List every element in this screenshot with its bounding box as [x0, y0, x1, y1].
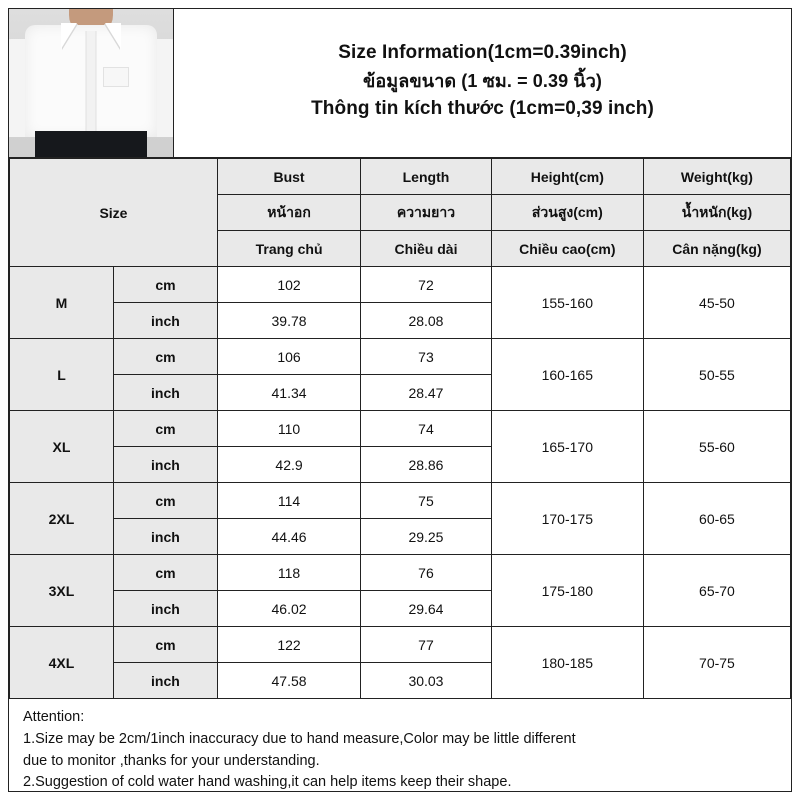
table-row [10, 339, 791, 375]
row-unit-cm: cm [113, 267, 217, 303]
row-size-label: XL [10, 411, 114, 483]
row-size-label: M [10, 267, 114, 339]
row-bust-inch: 42.9 [217, 447, 360, 483]
size-chart-sheet [8, 8, 792, 792]
row-length-inch: 29.64 [361, 591, 492, 627]
attention-line-3: 2.Suggestion of cold water hand washing,it can help items keep their shape. [23, 774, 512, 791]
table-row [10, 483, 791, 519]
attention-heading: Attention: [23, 709, 85, 725]
attention-line-1: 1.Size may be 2cm/1inch inaccuracy due to hand measure,Color may be little different [23, 730, 576, 747]
row-unit-inch: inch [113, 519, 217, 555]
table-row [10, 627, 791, 663]
size-table [9, 158, 791, 699]
row-bust-cm: 114 [217, 483, 360, 519]
row-unit-inch: inch [113, 375, 217, 411]
row-bust-cm: 102 [217, 267, 360, 303]
row-unit-cm: cm [113, 555, 217, 591]
row-length-cm: 75 [361, 483, 492, 519]
row-weight: 60-65 [643, 483, 790, 555]
shirt-collar-right [105, 23, 121, 49]
header-bust-th: หน้าอก [217, 195, 360, 231]
row-size-label: L [10, 339, 114, 411]
row-height: 155-160 [491, 267, 643, 339]
row-size-label: 4XL [10, 627, 114, 699]
row-size-label: 3XL [10, 555, 114, 627]
row-unit-inch: inch [113, 447, 217, 483]
row-length-inch: 28.47 [361, 375, 492, 411]
title-block [174, 9, 791, 157]
header-bust-vi: Trang chủ [217, 231, 360, 267]
row-length-inch: 28.86 [361, 447, 492, 483]
header-weight-vi: Cân nặng(kg) [643, 231, 790, 267]
header-height-th: ส่วนสูง(cm) [491, 195, 643, 231]
row-bust-inch: 44.46 [217, 519, 360, 555]
header-weight-en: Weight(kg) [643, 159, 790, 195]
header-height-vi: Chiều cao(cm) [491, 231, 643, 267]
chart-header [9, 9, 791, 158]
row-height: 165-170 [491, 411, 643, 483]
row-bust-inch: 46.02 [217, 591, 360, 627]
row-weight: 55-60 [643, 411, 790, 483]
row-unit-inch: inch [113, 303, 217, 339]
row-unit-cm: cm [113, 411, 217, 447]
row-length-inch: 29.25 [361, 519, 492, 555]
row-bust-cm: 118 [217, 555, 360, 591]
shirt-pocket [103, 67, 129, 87]
product-photo-cell [9, 9, 174, 157]
shirt-left-sleeve [9, 39, 25, 137]
shirt-illustration-icon [9, 9, 173, 157]
title-line-vi: Thông tin kích thước (1cm=0,39 inch) [311, 97, 654, 119]
row-bust-inch: 41.34 [217, 375, 360, 411]
row-height: 180-185 [491, 627, 643, 699]
attention-block [9, 699, 791, 802]
row-bust-inch: 47.58 [217, 663, 360, 699]
header-height-en: Height(cm) [491, 159, 643, 195]
row-unit-cm: cm [113, 627, 217, 663]
model-trousers [35, 131, 147, 157]
row-unit-inch: inch [113, 663, 217, 699]
row-length-cm: 73 [361, 339, 492, 375]
table-row [10, 411, 791, 447]
row-unit-cm: cm [113, 339, 217, 375]
header-length-en: Length [361, 159, 492, 195]
title-line-th: ข้อมูลขนาด (1 ซม. = 0.39 นิ้ว) [362, 70, 603, 91]
header-weight-th: น้ำหนัก(kg) [643, 195, 790, 231]
table-row [10, 555, 791, 591]
shirt-placket [86, 31, 97, 137]
row-weight: 70-75 [643, 627, 790, 699]
table-row [10, 267, 791, 303]
row-length-inch: 30.03 [361, 663, 492, 699]
row-length-inch: 28.08 [361, 303, 492, 339]
shirt-right-sleeve [157, 39, 174, 137]
row-size-label: 2XL [10, 483, 114, 555]
row-length-cm: 74 [361, 411, 492, 447]
header-length-th: ความยาว [361, 195, 492, 231]
row-length-cm: 77 [361, 627, 492, 663]
attention-line-2: due to monitor ,thanks for your understanding. [23, 752, 320, 769]
row-bust-cm: 122 [217, 627, 360, 663]
row-bust-cm: 106 [217, 339, 360, 375]
table-header-row-en [10, 159, 791, 195]
row-length-cm: 72 [361, 267, 492, 303]
row-weight: 50-55 [643, 339, 790, 411]
size-column-header: Size [10, 159, 218, 267]
row-unit-cm: cm [113, 483, 217, 519]
row-height: 175-180 [491, 555, 643, 627]
header-length-vi: Chiều dài [361, 231, 492, 267]
row-weight: 45-50 [643, 267, 790, 339]
row-length-cm: 76 [361, 555, 492, 591]
row-height: 160-165 [491, 339, 643, 411]
title-line-en: Size Information(1cm=0.39inch) [338, 42, 627, 63]
shirt-collar-left [61, 23, 77, 49]
row-unit-inch: inch [113, 591, 217, 627]
row-bust-cm: 110 [217, 411, 360, 447]
row-weight: 65-70 [643, 555, 790, 627]
row-bust-inch: 39.78 [217, 303, 360, 339]
header-bust-en: Bust [217, 159, 360, 195]
row-height: 170-175 [491, 483, 643, 555]
